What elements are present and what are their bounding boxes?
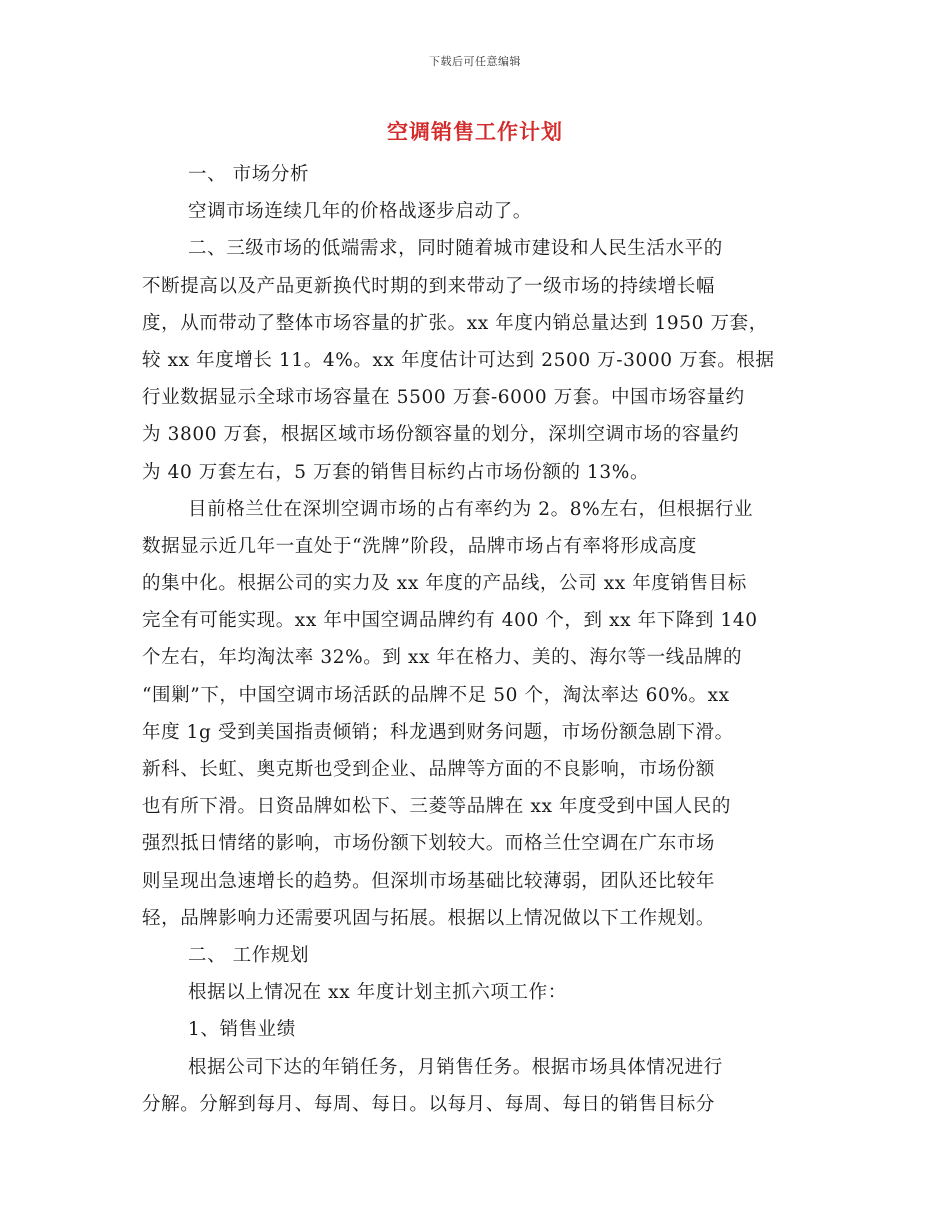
text-line: 为 3800 万套，根据区域市场份额容量的划分，深圳空调市场的容量约 (142, 424, 740, 446)
text-line: 数据显示近几年一直处于“洗牌”阶段，品牌市场占有率将形成高度 (142, 535, 697, 557)
text-line: 个左右，年均淘汰率 32%。到 xx 年在格力、美的、海尔等一线品牌的 (142, 647, 743, 669)
text-line: 为 40 万套左右，5 万套的销售目标约占市场份额的 13%。 (142, 461, 650, 483)
text-line: 的集中化。根据公司的实力及 xx 年度的产品线，公司 xx 年度销售目标 (142, 573, 747, 595)
text-line: 完全有可能实现。xx 年中国空调品牌约有 400 个，到 xx 年下降到 140 (142, 610, 758, 632)
text-line: 一、 市场分析 (188, 164, 310, 185)
header-note: 下载后可任意编辑 (429, 55, 521, 68)
text-line: 空调市场连续几年的价格战逐步启动了。 (188, 201, 532, 223)
text-line: 轻，品牌影响力还需要巩固与拓展。根据以上情况做以下工作规划。 (142, 907, 716, 929)
text-line: 不断提高以及产品更新换代时期的到来带动了一级市场的持续增长幅 (142, 275, 716, 297)
document-title: 空调销售工作计划 (387, 119, 563, 144)
text-line: 分解。分解到每月、每周、每日。以每月、每周、每日的销售目标分 (142, 1093, 716, 1115)
text-line: 根据公司下达的年销任务，月销售任务。根据市场具体情况进行 (188, 1056, 723, 1078)
text-line: 年度 1g 受到美国指责倾销；科龙遇到财务问题，市场份额急剧下滑。 (142, 721, 734, 743)
text-line: 1、销售业绩 (188, 1019, 296, 1041)
text-line: 也有所下滑。日资品牌如松下、三菱等品牌在 xx 年度受到中国人民的 (142, 796, 731, 818)
text-line: “围剿”下，中国空调市场活跃的品牌不足 50 个，淘汰率达 60%。xx (142, 684, 730, 706)
text-line: 根据以上情况在 xx 年度计划主抓六项工作： (188, 982, 567, 1004)
text-line: 新科、长虹、奥克斯也受到企业、品牌等方面的不良影响，市场份额 (142, 759, 716, 780)
text-line: 行业数据显示全球市场容量在 5500 万套-6000 万套。中国市场容量约 (142, 387, 745, 409)
text-line: 较 xx 年度增长 11。4%。xx 年度估计可达到 2500 万-3000 万套。根据 (142, 349, 775, 371)
document-body (142, 156, 802, 1123)
text-line: 目前格兰仕在深圳空调市场的占有率约为 2。8%左右，但根据行业 (188, 498, 754, 520)
text-line: 则呈现出急速增长的趋势。但深圳市场基础比较薄弱，团队还比较年 (142, 870, 716, 892)
text-line: 二、三级市场的低端需求，同时随着城市建设和人民生活水平的 (188, 238, 723, 260)
text-line: 二、 工作规划 (188, 944, 310, 966)
text-line: 度，从而带动了整体市场容量的扩张。xx 年度内销总量达到 1950 万套， (142, 312, 768, 334)
text-line: 强烈抵日情绪的影响，市场份额下划较大。而格兰仕空调在广东市场 (142, 833, 716, 855)
